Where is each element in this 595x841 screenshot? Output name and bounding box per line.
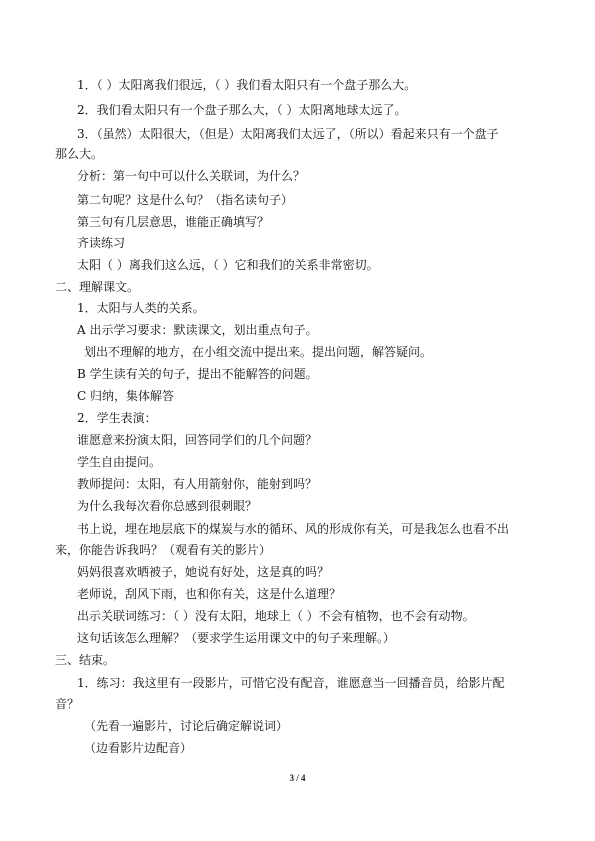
text-line: 为什么我每次看你总感到很刺眼？ <box>77 499 258 513</box>
text-line: 1．太阳与人类的关系。 <box>77 301 205 315</box>
text-line: （先看一遍影片，讨论后确定解说词） <box>84 719 289 733</box>
page-number: 3 / 4 <box>289 773 306 783</box>
text-line: 1．练习：我这里有一段影片，可惜它没有配音，谁愿意当一回播音员，给影片配 <box>77 676 505 690</box>
text-line: 谁愿意来扮演太阳，回答同学们的几个问题？ <box>77 433 318 447</box>
text-line: A 出示学习要求：默读课文，划出重点句子。 <box>77 323 318 337</box>
section-heading: 三、结束。 <box>55 653 116 667</box>
text-line: 书上说，埋在地层底下的煤炭与水的循环、风的形成你有关，可是我怎么也看不出 <box>77 522 510 536</box>
text-line: 妈妈很喜欢晒被子，她说有好处，这是真的吗？ <box>77 565 330 579</box>
text-line: 太阳（ ）离我们这么远，（ ）它和我们的关系非常密切。 <box>77 258 379 272</box>
text-line: 1．（ ）太阳离我们很远，（ ）我们看太阳只有一个盘子那么大。 <box>77 78 417 92</box>
text-line: 出示关联词练习：（ ）没有太阳，地球上（ ）不会有植物，也不会有动物。 <box>77 609 475 623</box>
text-line: 教师提问：太阳，有人用箭射你，能射到吗？ <box>77 477 318 491</box>
text-line: 这句话该怎么理解？（要求学生运用课文中的句子来理解。） <box>77 631 396 645</box>
text-line: 第三句有几层意思，谁能正确填写？ <box>77 215 270 229</box>
text-line: 分析：第一句中可以什么关联词，为什么？ <box>77 169 306 183</box>
text-line: 音？ <box>55 697 80 711</box>
text-line: 3．（虽然）太阳很大，（但是）太阳离我们太远了，（所以）看起来只有一个盘子 <box>77 127 499 141</box>
text-line: 那么大。 <box>55 147 104 161</box>
text-line: （边看影片边配音） <box>84 741 193 755</box>
text-line: 老师说，刮风下雨，也和你有关，这是什么道理？ <box>77 587 342 601</box>
text-line: C 归纳，集体解答 <box>77 389 174 403</box>
text-line: 2．学生表演： <box>77 411 157 425</box>
text-line: 划出不理解的地方，在小组交流中提出来。提出问题，解答疑问。 <box>84 345 433 359</box>
text-line: B 学生读有关的句子，提出不能解答的问题。 <box>77 367 318 381</box>
text-line: 学生自由提问。 <box>77 455 162 469</box>
text-line: 来，你能告诉我吗？（观看有关的影片） <box>55 543 272 557</box>
section-heading: 二、理解课文。 <box>55 280 140 294</box>
text-line: 齐读练习 <box>77 236 126 250</box>
text-line: 第二句呢？这是什么句？（指名读句子） <box>77 193 294 207</box>
text-line: 2．我们看太阳只有一个盘子那么大，（ ）太阳离地球太远了。 <box>77 103 407 117</box>
